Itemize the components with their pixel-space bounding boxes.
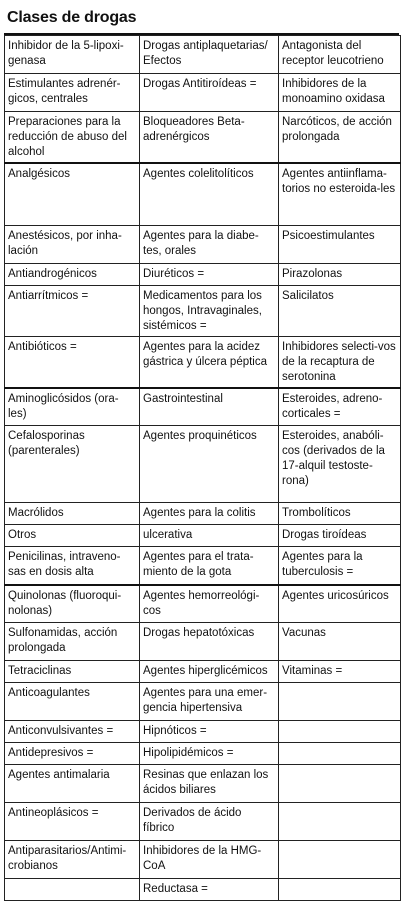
table-cell [279,879,401,901]
table-cell: Agentes para la tuberculosis = [279,547,401,585]
table-cell: Reductasa = [140,879,279,901]
table-cell: Agentes antimalaria [5,765,140,803]
table-cell: Antidepresivos = [5,743,140,765]
table-cell: Inhibidores de la HMG-CoA [140,841,279,879]
table-cell [279,743,401,765]
table-cell: Sulfonamidas, acción prolongada [5,623,140,661]
table-cell: Trombolíticos [279,503,401,525]
table-cell [279,803,401,841]
table-cell: Narcóticos, de acción prolongada [279,112,401,164]
table-cell: Vacunas [279,623,401,661]
table-cell: Anestésicos, por inha-lación [5,225,140,263]
table-cell: Penicilinas, intraveno-sas en dosis alta [5,547,140,585]
table-row [5,163,401,225]
table-cell: Esteroides, anabóli-cos (derivados de la 17-alquil testoste-rona) [279,426,401,503]
table-cell: Antineoplásicos = [5,803,140,841]
table-cell: Vitaminas = [279,661,401,683]
table-cell: Aminoglicósidos (ora-les) [5,388,140,426]
table-cell: Agentes uricosúricos [279,585,401,623]
table-row [5,661,401,683]
table-cell: Psicoestimulantes [279,225,401,263]
table-row [5,112,401,164]
table-cell: Agentes antiinflama-torios no esteroida-les [279,163,401,225]
table-cell: Quinolonas (fluoroqui-nolonas) [5,585,140,623]
table-cell: Agentes proquinéticos [140,426,279,503]
table-cell: Tetraciclinas [5,661,140,683]
table-cell: Derivados de ácido fíbrico [140,803,279,841]
table-cell: Agentes para la diabe-tes, orales [140,225,279,263]
table-cell [5,879,140,901]
table-cell: Resinas que enlazan los ácidos biliares [140,765,279,803]
table-row [5,721,401,743]
table-row [5,803,401,841]
table-row [5,879,401,901]
table-row [5,426,401,503]
table-cell: Hipnóticos = [140,721,279,743]
table-cell: Inhibidores de la monoamino oxidasa [279,74,401,112]
table-cell: Bloqueadores Beta-adrenérgicos [140,112,279,164]
table-cell: Salicilatos [279,285,401,336]
table-cell: Anticoagulantes [5,683,140,721]
table-cell: ulcerativa [140,525,279,547]
table-row [5,503,401,525]
table-cell: Drogas antiplaquetarias/ Efectos [140,36,279,74]
table-cell: Antagonista del receptor leucotrieno [279,36,401,74]
table-cell [279,765,401,803]
table-cell: Antiarrítmicos = [5,285,140,336]
table-cell: Macrólidos [5,503,140,525]
table-row [5,36,401,74]
table-row [5,585,401,623]
table-cell: Agentes hemorreológi-cos [140,585,279,623]
table-cell: Hipolipidémicos = [140,743,279,765]
table-cell: Preparaciones para la reducción de abuso del alcohol [5,112,140,164]
table-cell: Otros [5,525,140,547]
table-body [5,36,401,901]
table-cell: Agentes para el trata-miento de la gota [140,547,279,585]
table-cell: Diuréticos = [140,263,279,285]
table-row [5,743,401,765]
table-row [5,263,401,285]
table-row [5,683,401,721]
table-cell: Antiandrogénicos [5,263,140,285]
table-cell [279,683,401,721]
table-row [5,547,401,585]
table-cell: Agentes hiperglicémicos [140,661,279,683]
table-cell: Pirazolonas [279,263,401,285]
table-cell: Cefalosporinas (parenterales) [5,426,140,503]
table-cell [279,841,401,879]
table-row [5,336,401,388]
table-row [5,765,401,803]
table-row [5,225,401,263]
table-cell: Drogas tiroídeas [279,525,401,547]
table-cell: Drogas Antitiroídeas = [140,74,279,112]
table-cell: Inhibidor de la 5-lipoxi-genasa [5,36,140,74]
table-cell: Antiparasitarios/Antimi-crobianos [5,841,140,879]
table-cell: Estimulantes adrenér-gicos, centrales [5,74,140,112]
table-cell: Gastrointestinal [140,388,279,426]
table-row [5,285,401,336]
table-cell: Anticonvulsivantes = [5,721,140,743]
table-row [5,841,401,879]
drug-classes-table [4,35,401,901]
table-cell: Inhibidores selecti-vos de la recaptura de serotonina [279,336,401,388]
table-row [5,525,401,547]
table-row [5,388,401,426]
table-cell [279,721,401,743]
table-title: Clases de drogas [7,9,137,26]
table-cell: Agentes para la acidez gástrica y úlcera péptica [140,336,279,388]
table-row [5,74,401,112]
table-cell: Esteroides, adreno-corticales = [279,388,401,426]
table-cell: Analgésicos [5,163,140,225]
table-cell: Medicamentos para los hongos, Intravaginales, sistémicos = [140,285,279,336]
table-cell: Agentes para una emer-gencia hipertensiva [140,683,279,721]
table-cell: Agentes colelitolíticos [140,163,279,225]
table-cell: Antibióticos = [5,336,140,388]
table-cell: Drogas hepatotóxicas [140,623,279,661]
table-row [5,623,401,661]
table-cell: Agentes para la colitis [140,503,279,525]
